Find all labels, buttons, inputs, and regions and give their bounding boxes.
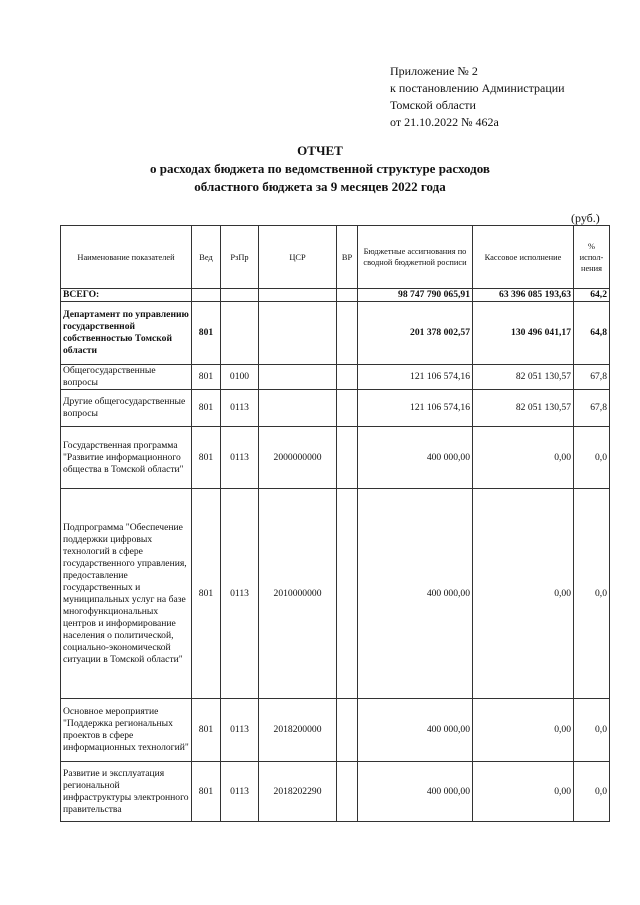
row-csr — [259, 365, 337, 390]
table-header — [61, 226, 610, 289]
row-name: Развитие и эксплуатация региональной инфраструктуры электронного правительства — [61, 762, 192, 822]
row-csr: 2018202290 — [259, 762, 337, 822]
appendix-line-4: от 21.10.2022 № 462а — [390, 115, 499, 129]
row-vr — [337, 289, 358, 302]
title-line-3: областного бюджета за 9 месяцев 2022 года — [194, 179, 446, 194]
row-vr — [337, 699, 358, 762]
row-cash: 0,00 — [473, 427, 574, 489]
row-csr: 2018200000 — [259, 699, 337, 762]
row-vr — [337, 427, 358, 489]
table-row — [61, 762, 610, 822]
row-budget: 400 000,00 — [358, 489, 473, 699]
header-pct: % испол- нения — [574, 226, 610, 289]
row-ved: 801 — [192, 762, 221, 822]
row-rzpr — [221, 302, 259, 365]
row-name: Общегосударственные вопросы — [61, 365, 192, 390]
title-line-1: ОТЧЕТ — [297, 143, 343, 158]
row-rzpr — [221, 289, 259, 302]
title-line-2: о расходах бюджета по ведомственной структуре расходов — [150, 161, 490, 176]
row-budget: 201 378 002,57 — [358, 302, 473, 365]
header-name: Наименование показателей — [61, 226, 192, 289]
table-row — [61, 489, 610, 699]
row-csr — [259, 302, 337, 365]
row-ved: 801 — [192, 427, 221, 489]
row-cash: 82 051 130,57 — [473, 390, 574, 427]
row-pct: 0,0 — [574, 699, 610, 762]
row-cash: 82 051 130,57 — [473, 365, 574, 390]
row-cash: 130 496 041,17 — [473, 302, 574, 365]
header-budget: Бюджетные ассигнования по сводной бюджетной росписи — [358, 226, 473, 289]
row-cash: 63 396 085 193,63 — [473, 289, 574, 302]
row-budget: 400 000,00 — [358, 699, 473, 762]
row-budget: 400 000,00 — [358, 427, 473, 489]
row-cash: 0,00 — [473, 489, 574, 699]
row-pct: 67,8 — [574, 365, 610, 390]
row-vr — [337, 302, 358, 365]
row-pct: 0,0 — [574, 489, 610, 699]
row-rzpr: 0113 — [221, 489, 259, 699]
row-budget: 400 000,00 — [358, 762, 473, 822]
row-cash: 0,00 — [473, 762, 574, 822]
header-csr: ЦСР — [259, 226, 337, 289]
row-csr: 2000000000 — [259, 427, 337, 489]
row-budget: 98 747 790 065,91 — [358, 289, 473, 302]
appendix-line-3: Томской области — [390, 98, 476, 112]
row-csr: 2010000000 — [259, 489, 337, 699]
row-pct: 0,0 — [574, 762, 610, 822]
row-pct: 64,8 — [574, 302, 610, 365]
row-vr — [337, 489, 358, 699]
header-cash: Кассовое исполнение — [473, 226, 574, 289]
row-ved: 801 — [192, 365, 221, 390]
header-rzpr: РзПр — [221, 226, 259, 289]
header-vr: ВР — [337, 226, 358, 289]
report-title — [0, 142, 640, 196]
table-row — [61, 289, 610, 302]
appendix-block — [390, 63, 630, 131]
row-csr — [259, 390, 337, 427]
row-name: Основное мероприятие "Поддержка региональных проектов в сфере информационных технологий" — [61, 699, 192, 762]
row-ved — [192, 289, 221, 302]
row-ved: 801 — [192, 699, 221, 762]
row-budget: 121 106 574,16 — [358, 365, 473, 390]
row-rzpr: 0113 — [221, 699, 259, 762]
row-rzpr: 0100 — [221, 365, 259, 390]
row-vr — [337, 390, 358, 427]
row-name: ВСЕГО: — [61, 289, 192, 302]
appendix-line-2: к постановлению Администрации — [390, 81, 565, 95]
row-ved: 801 — [192, 489, 221, 699]
row-cash: 0,00 — [473, 699, 574, 762]
header-ved: Вед — [192, 226, 221, 289]
row-name: Другие общегосударственные вопросы — [61, 390, 192, 427]
row-rzpr: 0113 — [221, 390, 259, 427]
row-pct: 67,8 — [574, 390, 610, 427]
currency-unit: (руб.) — [571, 211, 600, 225]
table-row — [61, 427, 610, 489]
table-row — [61, 302, 610, 365]
row-vr — [337, 365, 358, 390]
row-vr — [337, 762, 358, 822]
table-row — [61, 390, 610, 427]
table-row — [61, 699, 610, 762]
row-ved: 801 — [192, 302, 221, 365]
expenditure-table — [60, 225, 610, 822]
row-name: Государственная программа "Развитие информационного общества в Томской области" — [61, 427, 192, 489]
row-pct: 64,2 — [574, 289, 610, 302]
row-name: Департамент по управлению государственной собственностью Томской области — [61, 302, 192, 365]
row-rzpr: 0113 — [221, 762, 259, 822]
row-csr — [259, 289, 337, 302]
appendix-line-1: Приложение № 2 — [390, 64, 478, 78]
row-ved: 801 — [192, 390, 221, 427]
row-budget: 121 106 574,16 — [358, 390, 473, 427]
table-row — [61, 365, 610, 390]
row-rzpr: 0113 — [221, 427, 259, 489]
row-pct: 0,0 — [574, 427, 610, 489]
row-name: Подпрограмма "Обеспечение поддержки цифровых технологий в сфере государственного управления, предоставление государственных и муниципальных услуг на базе многофункциональных центров и информирование населения о политической, социально-экономической ситуации в Томской области" — [61, 489, 192, 699]
